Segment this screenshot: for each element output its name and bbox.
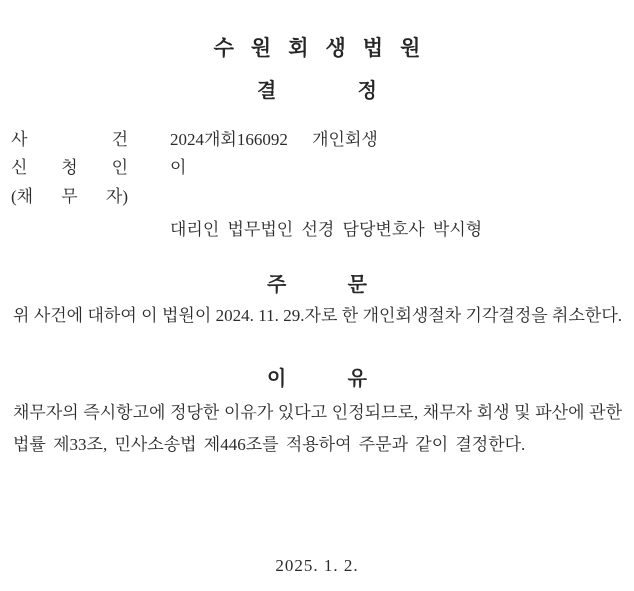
case-label-char: 사	[11, 130, 28, 149]
order-heading-char: 문	[347, 274, 367, 296]
debtor-label-char: 무	[61, 187, 78, 206]
case-number-value	[170, 125, 378, 150]
debtor-label-char: (채	[11, 187, 34, 206]
order-heading-char: 주	[267, 274, 287, 296]
debtor-label	[11, 182, 128, 207]
reason-body-line-1: 채무자의 즉시항고에 정당한 이유가 있다고 인정되므로, 채무자 회생 및 파산에 관한	[13, 403, 622, 422]
court-name-char: 법	[362, 37, 384, 60]
case-label	[11, 125, 128, 150]
order-section-heading	[267, 268, 367, 297]
applicant-name: 이	[170, 158, 187, 177]
attorney-line: 대리인 법무법인 선경 담당변호사 박시형	[170, 220, 483, 239]
case-label-char: 건	[111, 130, 128, 149]
debtor-row	[11, 182, 128, 207]
reason-section-heading	[267, 362, 367, 391]
court-name-char: 원	[400, 37, 421, 60]
court-name-char: 생	[325, 37, 346, 60]
applicant-label-char: 신	[11, 158, 28, 177]
doc-type-char: 정	[357, 80, 377, 102]
applicant-row	[11, 153, 186, 178]
reason-heading-char: 유	[347, 368, 367, 390]
reason-heading-char: 이	[267, 368, 287, 390]
applicant-label	[11, 153, 128, 178]
court-name-char: 원	[250, 37, 272, 60]
case-number-row	[11, 125, 378, 150]
court-name-title	[0, 32, 634, 62]
order-body-text: 위 사건에 대하여 이 법원이 2024. 11. 29.자로 한 개인회생절차 기각결정을 취소한다.	[13, 306, 622, 325]
applicant-label-char: 인	[111, 158, 128, 177]
case-number: 2024개회166092	[170, 130, 288, 149]
court-name-char: 수	[213, 37, 234, 60]
debtor-label-char: 자)	[105, 187, 128, 206]
applicant-label-char: 청	[61, 158, 78, 177]
court-name-char: 회	[288, 37, 309, 60]
decision-date: 2025. 1. 2.	[275, 556, 359, 575]
document-type-title	[257, 74, 377, 103]
doc-type-char: 결	[257, 80, 277, 102]
case-type: 개인회생	[312, 130, 378, 149]
reason-body-line-2: 법률 제33조, 민사소송법 제446조를 적용하여 주문과 같이 결정한다.	[13, 435, 526, 454]
